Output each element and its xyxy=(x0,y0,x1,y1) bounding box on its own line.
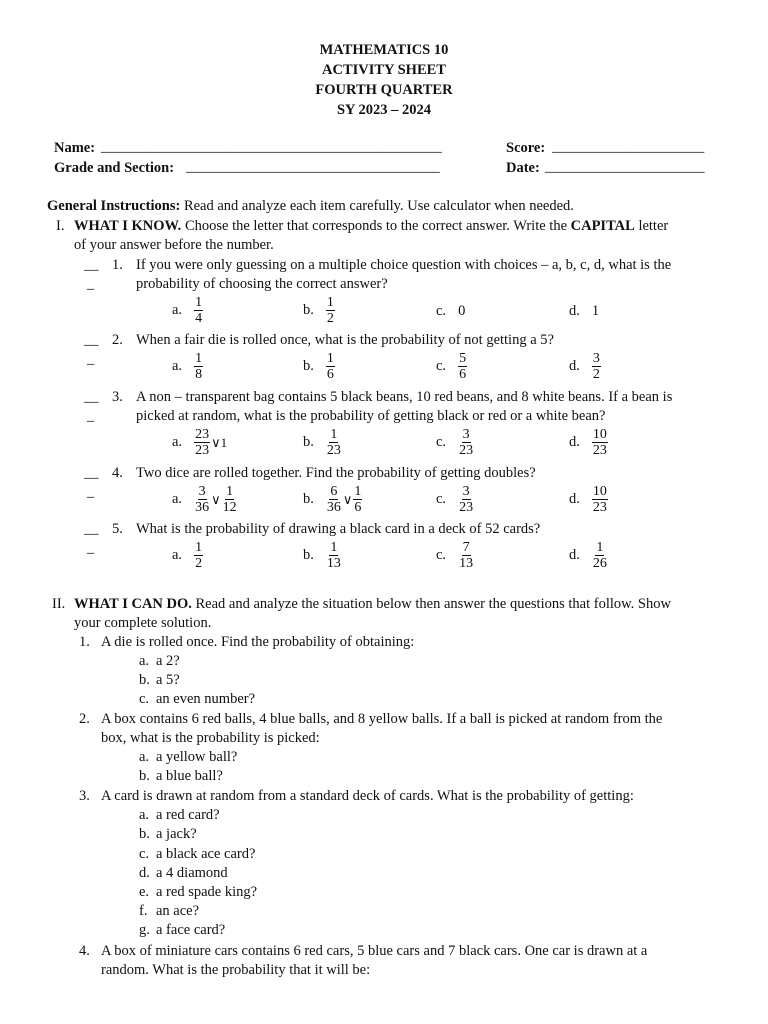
question-number: 4. xyxy=(112,465,123,481)
denominator: 23 xyxy=(459,500,474,515)
numerator: 10 xyxy=(592,427,607,442)
question-text: What is the probability of drawing a black card in a deck of 52 cards? xyxy=(136,521,541,537)
numerator: 1 xyxy=(195,295,203,310)
question-number: 2. xyxy=(112,332,123,348)
choice-label: d. xyxy=(569,358,580,374)
choice-value: 1 xyxy=(591,303,600,319)
fraction xyxy=(222,484,238,515)
fraction xyxy=(353,484,362,515)
denominator: 23 xyxy=(592,500,607,515)
denominator: 6 xyxy=(354,500,362,515)
fraction xyxy=(458,540,474,571)
numerator: 3 xyxy=(198,484,206,499)
denominator: 8 xyxy=(195,367,203,382)
header-subject: MATHEMATICS 10 xyxy=(319,42,449,58)
choice-b xyxy=(303,351,335,382)
choice-a xyxy=(172,295,203,326)
numerator: 1 xyxy=(354,484,362,499)
denominator: 36 xyxy=(326,500,341,515)
choice-b xyxy=(303,427,342,458)
sub-item-label: g. xyxy=(139,922,150,938)
choice-d xyxy=(569,303,599,320)
question-text-cont: picked at random, what is the probability of getting black or red or a white bean? xyxy=(136,408,606,424)
choice-a xyxy=(172,351,203,382)
denominator: 2 xyxy=(195,556,203,571)
choice-label: d. xyxy=(569,303,580,319)
question-number: 5. xyxy=(112,521,123,537)
sub-item-text: a red spade king? xyxy=(156,884,258,900)
sub-item-text: a black ace card? xyxy=(156,846,256,862)
fraction xyxy=(326,295,335,326)
question-text: A box of miniature cars contains 6 red cars, 5 blue cars and 7 black cars. One car is drawn at a xyxy=(101,943,648,959)
sub-item-text: a 2? xyxy=(156,653,180,669)
choice-d xyxy=(569,351,601,382)
answer-blank-tail: _ xyxy=(87,484,95,500)
choice-label: b. xyxy=(303,434,314,450)
choice-c xyxy=(436,540,474,571)
part1-numeral: I. xyxy=(56,218,65,234)
answer-blank[interactable]: __ xyxy=(84,389,99,405)
or-operator: ∨1 xyxy=(211,434,228,450)
choice-d xyxy=(569,484,608,515)
choice-label: a. xyxy=(172,491,183,507)
or-operator: ∨ xyxy=(211,491,221,507)
fraction xyxy=(326,484,342,515)
sub-item-text: a 4 diamond xyxy=(156,865,228,881)
sub-item-text: a blue ball? xyxy=(156,768,223,784)
sub-item-text: a face card? xyxy=(156,922,226,938)
numerator: 1 xyxy=(195,351,203,366)
choice-b xyxy=(303,540,342,571)
general-instructions-text: Read and analyze each item carefully. Use calculator when needed. xyxy=(180,198,574,214)
sub-item-label: a. xyxy=(139,807,150,823)
sub-item-label: b. xyxy=(139,826,150,842)
fraction xyxy=(458,427,474,458)
denominator: 36 xyxy=(195,500,210,515)
denominator: 23 xyxy=(459,443,474,458)
part1-title: WHAT I KNOW. xyxy=(74,218,182,234)
general-instructions xyxy=(47,198,574,215)
fraction xyxy=(326,351,335,382)
denominator: 13 xyxy=(459,556,474,571)
numerator: 1 xyxy=(226,484,234,499)
choice-label: c. xyxy=(436,434,447,450)
question-text-cont: box, what is the probability is picked: xyxy=(101,730,320,746)
score-field[interactable]: _____________________ xyxy=(552,139,705,155)
date-field[interactable]: ______________________ xyxy=(545,159,705,175)
denominator: 2 xyxy=(326,311,334,326)
question-number: 2. xyxy=(79,711,90,727)
choice-label: d. xyxy=(569,547,580,563)
choice-label: b. xyxy=(303,547,314,563)
answer-blank[interactable]: __ xyxy=(84,332,99,348)
choice-label: d. xyxy=(569,434,580,450)
part1-capital: CAPITAL xyxy=(570,218,635,234)
sub-item-label: e. xyxy=(139,884,150,900)
denominator: 2 xyxy=(592,367,600,382)
answer-blank[interactable]: __ xyxy=(84,257,99,273)
or-operator: ∨ xyxy=(342,491,353,507)
numerator: 5 xyxy=(459,351,467,366)
numerator: 3 xyxy=(592,351,600,366)
fraction xyxy=(458,484,474,515)
date-label: Date: xyxy=(506,160,540,176)
sub-item-label: b. xyxy=(139,672,150,688)
choice-label: b. xyxy=(303,491,314,507)
sub-item-label: d. xyxy=(139,865,150,881)
score-label: Score: xyxy=(506,140,546,156)
sub-item-text: a 5? xyxy=(156,672,180,688)
choice-b xyxy=(303,484,362,515)
header-school-year: SY 2023 – 2024 xyxy=(336,102,432,118)
question-number: 3. xyxy=(79,788,90,804)
fraction xyxy=(592,540,608,571)
fraction xyxy=(326,540,342,571)
choice-label: a. xyxy=(172,302,183,318)
header-quarter: FOURTH QUARTER xyxy=(315,82,453,98)
part2-text-a: Read and analyze the situation below then answer the questions that follow. Show xyxy=(191,596,671,612)
fraction xyxy=(326,427,342,458)
choice-b xyxy=(303,295,335,326)
numerator: 10 xyxy=(592,484,607,499)
denominator: 13 xyxy=(326,556,341,571)
answer-blank-tail: _ xyxy=(87,276,95,292)
grade-section-label: Grade and Section: xyxy=(54,160,175,176)
question-text: A die is rolled once. Find the probability of obtaining: xyxy=(101,634,415,650)
choice-label: b. xyxy=(303,358,314,374)
choice-label: a. xyxy=(172,358,183,374)
question-number: 1. xyxy=(79,634,90,650)
choice-a xyxy=(172,540,203,571)
answer-blank-tail: _ xyxy=(87,540,95,556)
fraction xyxy=(458,351,467,382)
choice-label: d. xyxy=(569,491,580,507)
choice-label: c. xyxy=(436,358,447,374)
choice-c xyxy=(436,427,474,458)
choice-label: c. xyxy=(436,303,447,319)
denominator: 23 xyxy=(326,443,341,458)
numerator: 23 xyxy=(195,427,210,442)
choice-c xyxy=(436,351,467,382)
numerator: 1 xyxy=(596,540,604,555)
fraction xyxy=(592,484,608,515)
part1-text-a: Choose the letter that corresponds to the correct answer. Write the xyxy=(181,218,571,234)
choice-c xyxy=(436,484,474,515)
part2-title: WHAT I CAN DO. xyxy=(74,596,192,612)
choice-a xyxy=(172,427,228,458)
question-text: A non – transparent bag contains 5 black beans, 10 red beans, and 8 white beans. If a bean is xyxy=(136,389,673,405)
question-number: 3. xyxy=(112,389,123,405)
part2-text-b: your complete solution. xyxy=(74,615,212,631)
general-instructions-label: General Instructions: xyxy=(47,198,181,214)
choice-label: a. xyxy=(172,547,183,563)
question-text-cont: random. What is the probability that it will be: xyxy=(101,962,371,978)
choice-c xyxy=(436,303,465,320)
sub-item-text: an ace? xyxy=(156,903,200,919)
part2-instructions xyxy=(74,596,671,613)
answer-blank-tail: _ xyxy=(87,351,95,367)
part1-text-c: of your answer before the number. xyxy=(74,237,274,253)
sub-item-label: c. xyxy=(139,691,150,707)
name-field[interactable]: _______________________________________________ xyxy=(101,139,442,155)
question-text: Two dice are rolled together. Find the probability of getting doubles? xyxy=(136,465,536,481)
sub-item-text: an even number? xyxy=(156,691,256,707)
sub-item-label: f. xyxy=(139,903,148,919)
denominator: 4 xyxy=(195,311,203,326)
question-text: A box contains 6 red balls, 4 blue balls, and 8 yellow balls. If a ball is picked at random from the xyxy=(101,711,663,727)
choice-d xyxy=(569,427,608,458)
choice-a xyxy=(172,484,238,515)
question-text-cont: probability of choosing the correct answer? xyxy=(136,276,388,292)
fraction xyxy=(194,484,210,515)
numerator: 3 xyxy=(462,427,470,442)
numerator: 1 xyxy=(195,540,203,555)
choice-d xyxy=(569,540,608,571)
answer-blank[interactable]: __ xyxy=(84,521,99,537)
fraction xyxy=(194,351,203,382)
denominator: 12 xyxy=(222,500,237,515)
denominator: 23 xyxy=(592,443,607,458)
sub-item-label: c. xyxy=(139,846,150,862)
choice-label: c. xyxy=(436,547,447,563)
choice-label: c. xyxy=(436,491,447,507)
fraction xyxy=(194,295,203,326)
denominator: 26 xyxy=(592,556,607,571)
numerator: 7 xyxy=(462,540,470,555)
numerator: 3 xyxy=(462,484,470,499)
choice-label: a. xyxy=(172,434,183,450)
question-number: 4. xyxy=(79,943,90,959)
denominator: 6 xyxy=(459,367,467,382)
sub-item-text: a jack? xyxy=(156,826,197,842)
numerator: 6 xyxy=(330,484,338,499)
part1-text-b: letter xyxy=(634,218,669,234)
question-text: If you were only guessing on a multiple choice question with choices – a, b, c, d, what is the xyxy=(136,257,672,273)
sub-item-label: a. xyxy=(139,749,150,765)
sub-item-text: a red card? xyxy=(156,807,220,823)
sub-item-label: b. xyxy=(139,768,150,784)
answer-blank[interactable]: __ xyxy=(84,465,99,481)
choice-label: b. xyxy=(303,302,314,318)
question-number: 1. xyxy=(112,257,123,273)
fraction xyxy=(592,351,601,382)
numerator: 1 xyxy=(326,351,334,366)
sub-item-label: a. xyxy=(139,653,150,669)
question-text: A card is drawn at random from a standard deck of cards. What is the probability of getting: xyxy=(101,788,634,804)
denominator: 23 xyxy=(195,443,210,458)
fraction xyxy=(194,540,203,571)
numerator: 1 xyxy=(330,540,338,555)
name-label: Name: xyxy=(54,140,96,156)
fraction xyxy=(592,427,608,458)
numerator: 1 xyxy=(326,295,334,310)
grade-section-field[interactable]: ___________________________________ xyxy=(186,159,440,175)
denominator: 6 xyxy=(326,367,334,382)
fraction xyxy=(194,427,210,458)
question-text: When a fair die is rolled once, what is the probability of not getting a 5? xyxy=(136,332,554,348)
part2-numeral: II. xyxy=(52,596,66,612)
part1-instructions xyxy=(74,218,668,235)
answer-blank-tail: _ xyxy=(87,408,95,424)
choice-value: 0 xyxy=(458,303,466,319)
sub-item-text: a yellow ball? xyxy=(156,749,238,765)
header-sheet-type: ACTIVITY SHEET xyxy=(322,62,446,78)
numerator: 1 xyxy=(330,427,338,442)
